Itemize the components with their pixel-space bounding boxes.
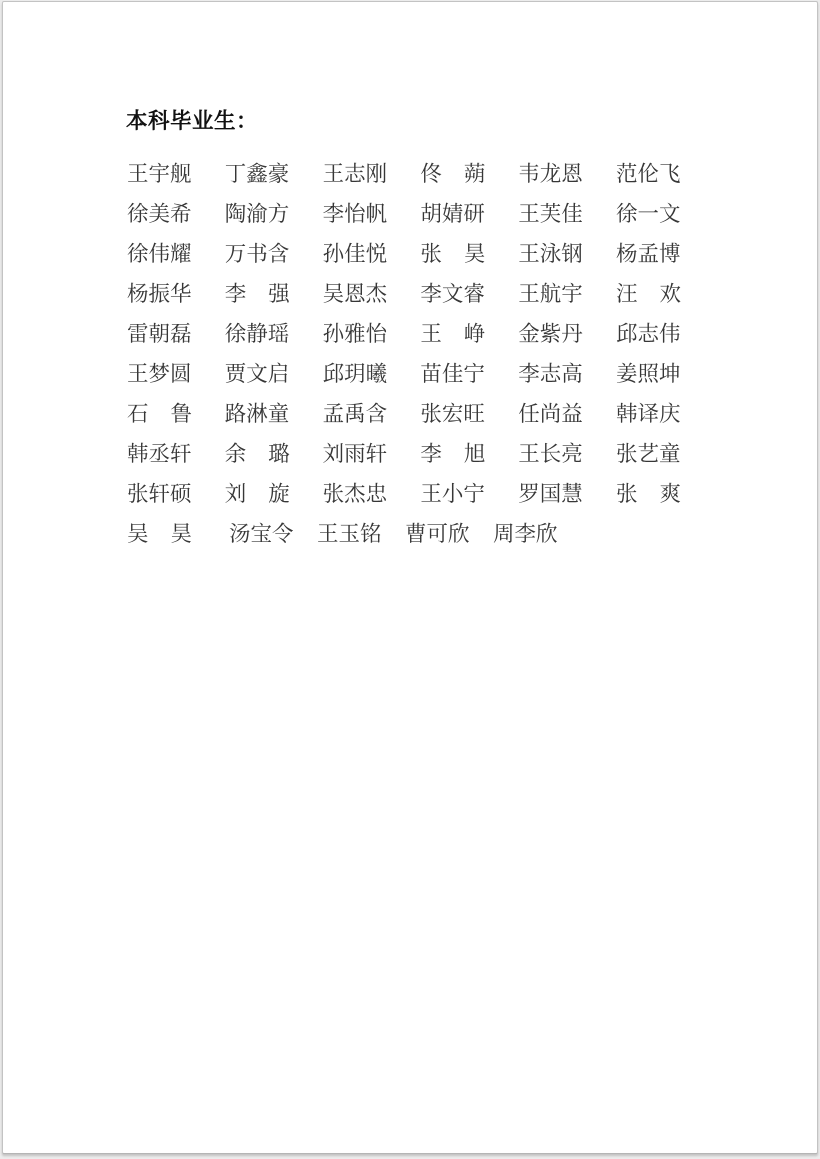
document-page [2, 1, 818, 1154]
graduate-name [127, 157, 192, 188]
name-segment: 昊 [170, 521, 192, 546]
graduate-name [127, 477, 192, 508]
graduate-name [518, 237, 583, 268]
name-segment: 爽 [659, 481, 681, 506]
name-segment: 李文睿 [420, 281, 485, 306]
section-heading: 本科毕业生： [126, 109, 259, 133]
graduate-name [420, 277, 485, 308]
name-segment: 张轩硕 [127, 481, 192, 506]
name-row [127, 392, 681, 432]
name-row [127, 312, 681, 352]
name-segment: 杨振华 [127, 281, 192, 306]
name-segment: 旋 [268, 481, 290, 506]
graduate-name [225, 277, 290, 308]
name-segment: 胡婧研 [420, 201, 485, 226]
name-segment: 万书含 [224, 241, 290, 266]
name-segment: 杨孟博 [615, 241, 681, 266]
name-segment: 韩丞轩 [127, 441, 192, 466]
name-segment: 罗国慧 [518, 481, 583, 506]
name-segment: 石 [127, 401, 149, 426]
name-segment: 周李欣 [493, 521, 558, 546]
graduate-name [225, 437, 290, 468]
name-segment: 张杰忠 [322, 481, 388, 506]
graduate-name [616, 197, 681, 228]
name-row [127, 352, 681, 392]
graduate-name [420, 357, 485, 388]
graduate-name [127, 237, 192, 268]
name-segment: 鲁 [170, 401, 192, 426]
name-segment: 刘 [224, 481, 247, 506]
name-row [127, 472, 681, 512]
graduate-name [420, 397, 485, 428]
name-segment: 邱玥曦 [322, 361, 388, 386]
graduate-name [225, 317, 290, 348]
name-segment: 李 [420, 441, 442, 466]
graduate-name [323, 397, 388, 428]
graduate-name [127, 277, 192, 308]
graduate-name [420, 437, 485, 468]
name-segment: 王小宁 [420, 481, 485, 506]
name-row [127, 232, 681, 272]
graduate-name [518, 317, 583, 348]
graduate-name [420, 237, 485, 268]
name-segment: 李志高 [518, 361, 583, 386]
name-segment: 孟禹含 [322, 401, 388, 426]
name-segment: 王长亮 [518, 441, 583, 466]
name-segment: 王宇舰 [127, 161, 192, 186]
name-segment: 贾文启 [224, 361, 290, 386]
graduate-name [323, 157, 388, 188]
name-row [127, 432, 681, 472]
graduate-name [420, 477, 485, 508]
graduate-name [420, 157, 485, 188]
graduate-name [127, 437, 192, 468]
name-row [127, 152, 681, 192]
name-segment: 丁鑫豪 [224, 161, 290, 186]
name-segment: 王芙佳 [518, 201, 583, 226]
name-segment: 雷朝磊 [127, 321, 192, 346]
graduate-name [518, 157, 583, 188]
graduate-name [225, 197, 290, 228]
name-segment: 吴 [127, 521, 149, 546]
name-segment: 徐美希 [127, 201, 192, 226]
name-segment: 昊 [463, 241, 486, 266]
graduate-name [616, 317, 681, 348]
graduate-name [518, 197, 583, 228]
graduate-name [225, 397, 290, 428]
name-segment: 范伦飞 [615, 161, 681, 186]
name-segment: 强 [268, 281, 290, 306]
graduate-name [493, 517, 558, 548]
name-segment: 璐 [268, 441, 290, 466]
name-segment: 孙雅怡 [322, 321, 388, 346]
name-segment: 汤宝令 [229, 521, 294, 546]
name-segment: 峥 [463, 321, 486, 346]
graduate-name [616, 397, 681, 428]
name-segment: 王泳钢 [518, 241, 583, 266]
graduate-name [405, 517, 470, 548]
name-segment: 陶渝方 [224, 201, 290, 226]
graduate-name [518, 397, 583, 428]
name-segment: 王志刚 [322, 161, 388, 186]
name-segment: 徐伟耀 [127, 241, 192, 266]
name-segment: 李 [224, 281, 247, 306]
name-segment: 王玉铭 [317, 521, 382, 546]
name-segment: 蒴 [463, 161, 486, 186]
name-segment: 金紫丹 [518, 321, 583, 346]
name-segment: 曹可欣 [405, 521, 470, 546]
graduate-name [127, 317, 192, 348]
graduate-name [127, 397, 192, 428]
name-segment: 张 [420, 241, 442, 266]
graduate-name [518, 477, 583, 508]
graduate-name [616, 277, 681, 308]
graduate-name [518, 437, 583, 468]
name-segment: 张宏旺 [420, 401, 485, 426]
graduate-name [420, 197, 485, 228]
name-segment: 李怡帆 [322, 201, 388, 226]
name-segment: 张 [615, 481, 638, 506]
name-segment: 欢 [659, 281, 681, 306]
name-segment: 姜照坤 [615, 361, 681, 386]
name-row [127, 512, 681, 552]
graduate-name [127, 517, 192, 548]
graduate-name [225, 157, 290, 188]
graduate-name [323, 477, 388, 508]
graduate-name [518, 277, 583, 308]
name-segment: 余 [224, 441, 247, 466]
name-segment: 汪 [615, 281, 638, 306]
graduate-name [518, 357, 583, 388]
name-segment: 张艺童 [615, 441, 681, 466]
graduate-name [616, 477, 681, 508]
graduate-name [616, 357, 681, 388]
name-segment: 王梦圆 [127, 361, 192, 386]
graduate-name [616, 437, 681, 468]
graduate-name [323, 357, 388, 388]
graduate-name [323, 317, 388, 348]
graduate-name [323, 197, 388, 228]
graduate-name [225, 237, 290, 268]
name-segment: 吴恩杰 [322, 281, 388, 306]
name-segment: 韩译庆 [615, 401, 681, 426]
graduate-name [616, 237, 681, 268]
name-segment: 韦龙恩 [518, 161, 583, 186]
graduate-name [225, 477, 290, 508]
name-segment: 王航宇 [518, 281, 583, 306]
graduate-name-list [127, 152, 681, 552]
name-segment: 徐一文 [615, 201, 681, 226]
name-segment: 苗佳宁 [420, 361, 485, 386]
graduate-name [420, 317, 485, 348]
name-segment: 任尚益 [518, 401, 583, 426]
graduate-name [616, 157, 681, 188]
name-segment: 孙佳悦 [322, 241, 388, 266]
graduate-name [229, 517, 294, 548]
graduate-name [323, 277, 388, 308]
graduate-name [127, 197, 192, 228]
name-segment: 佟 [420, 161, 442, 186]
name-segment: 王 [420, 321, 442, 346]
graduate-name [323, 437, 388, 468]
name-segment: 路淋童 [224, 401, 290, 426]
name-segment: 邱志伟 [615, 321, 681, 346]
name-segment: 刘雨轩 [322, 441, 388, 466]
name-segment: 徐静瑶 [224, 321, 290, 346]
graduate-name [127, 357, 192, 388]
name-row [127, 192, 681, 232]
graduate-name [323, 237, 388, 268]
graduate-name [225, 357, 290, 388]
name-segment: 旭 [463, 441, 486, 466]
name-row [127, 272, 681, 312]
graduate-name [317, 517, 382, 548]
